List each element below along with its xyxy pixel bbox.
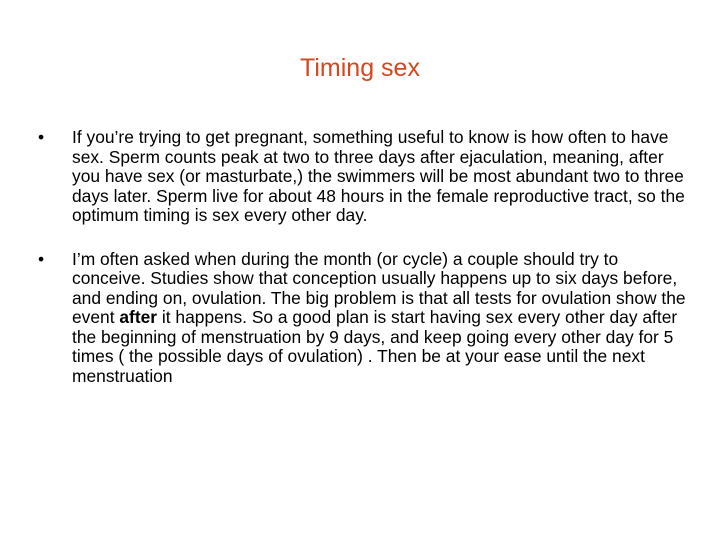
- bullet-text-2-part-before: I’m often asked when during the month (or cycle) a couple should try to conceive. Studies show that conception usually happens up to six days before, and ending on, ovulation. The big problem is that all tests for ovulation show the event: [72, 248, 686, 327]
- bullet-text-2-emphasis: after: [119, 307, 158, 327]
- bullet-marker-icon: •: [38, 248, 45, 269]
- bullet-text-1: If you’re trying to get pregnant, something useful to know is how often to have sex. Sperm counts peak at two to three days after ejaculation, meaning, after you have sex (or masturbate,) the swimmers will be most abundant two to three days later. Sperm live for about 48 hours in the female reproductive tract, so the optimum timing is sex every other day.: [72, 127, 685, 225]
- slide-title: Timing sex: [300, 54, 420, 82]
- bullet-text-2-part-after: it happens. So a good plan is start having sex every other day after the beginning of menstruation by 9 days, and keep going every other day for 5 times ( the possible days of ovulation) . Then be at your ease until the next menstruation: [72, 307, 678, 386]
- bullet-text-2: [72, 249, 686, 386]
- bullet-item-1: [36, 128, 686, 226]
- bullet-list: [36, 128, 686, 386]
- bullet-marker-icon: •: [38, 127, 45, 147]
- bullet-item-2: [36, 250, 686, 387]
